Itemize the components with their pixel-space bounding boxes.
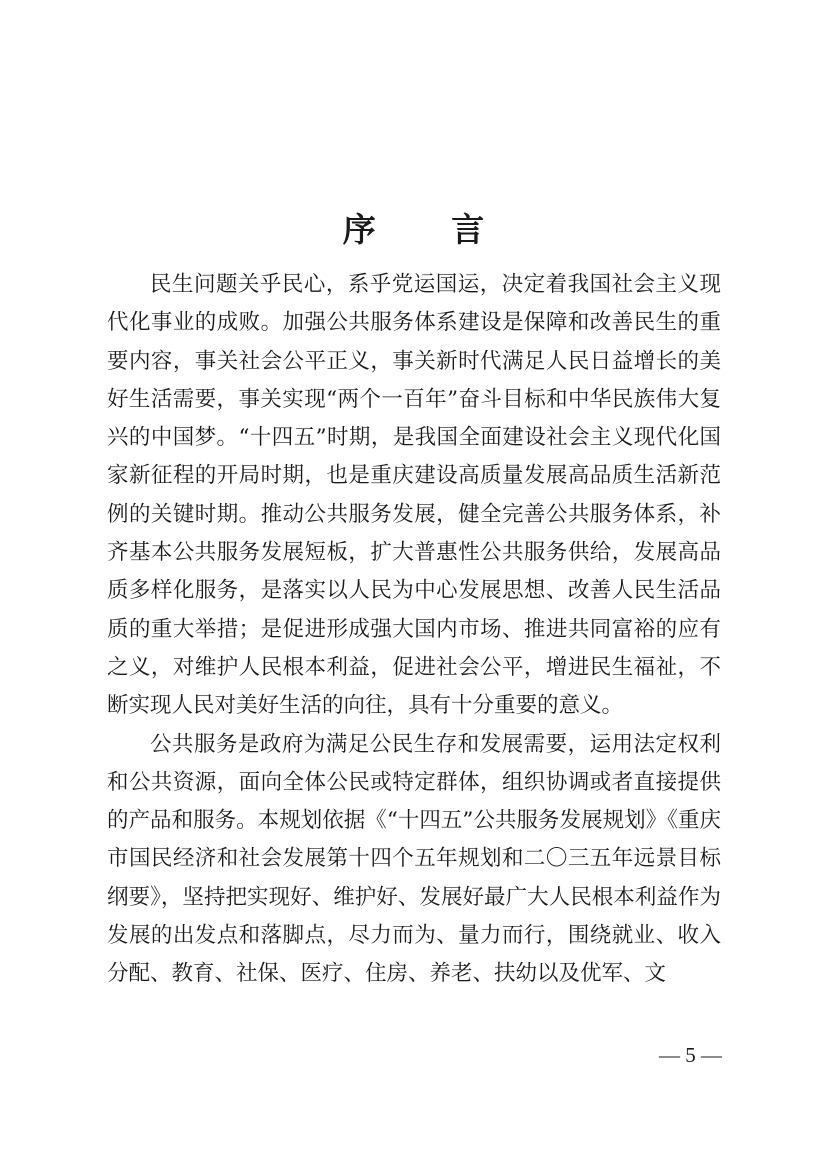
- body-text: [107, 266, 721, 994]
- paragraph-1: 民生问题关乎民心，系乎党运国运，决定着我国社会主义现代化事业的成败。加强公共服务体系建设是保障和改善民生的重要内容，事关社会公平正义，事关新时代满足人民日益增长的美好生活需要，事关实现“两个一百年”奋斗目标和中华民族伟大复兴的中国梦。“十四五”时期，是我国全面建设社会主义现代化国家新征程的开局时期，也是重庆建设高质量发展高品质生活新范例的关键时期。推动公共服务发展，健全完善公共服务体系，补齐基本公共服务发展短板，扩大普惠性公共服务供给，发展高品质多样化服务，是落实以人民为中心发展思想、改善人民生活品质的重大举措；是促进形成强大国内市场、推进共同富裕的应有之义，对维护人民根本利益，促进社会公平，增进民生福祉，不断实现人民对美好生活的向往，具有十分重要的意义。: [107, 272, 721, 719]
- paragraph-2: 公共服务是政府为满足公民生存和发展需要，运用法定权利和公共资源，面向全体公民或特定群体，组织协调或者直接提供的产品和服务。本规划依据《“十四五”公共服务发展规划》《重庆市国民经济和社会发展第十四个五年规划和二〇三五年远景目标纲要》，坚持把实现好、维护好、发展好最广大人民根本利益作为发展的出发点和落脚点，尽力而为、量力而行，围绕就业、收入分配、教育、社保、医疗、住房、养老、扶幼以及优军、文: [107, 731, 721, 987]
- page-title: 序 言: [342, 210, 517, 250]
- page-number: — 5 —: [659, 1043, 722, 1067]
